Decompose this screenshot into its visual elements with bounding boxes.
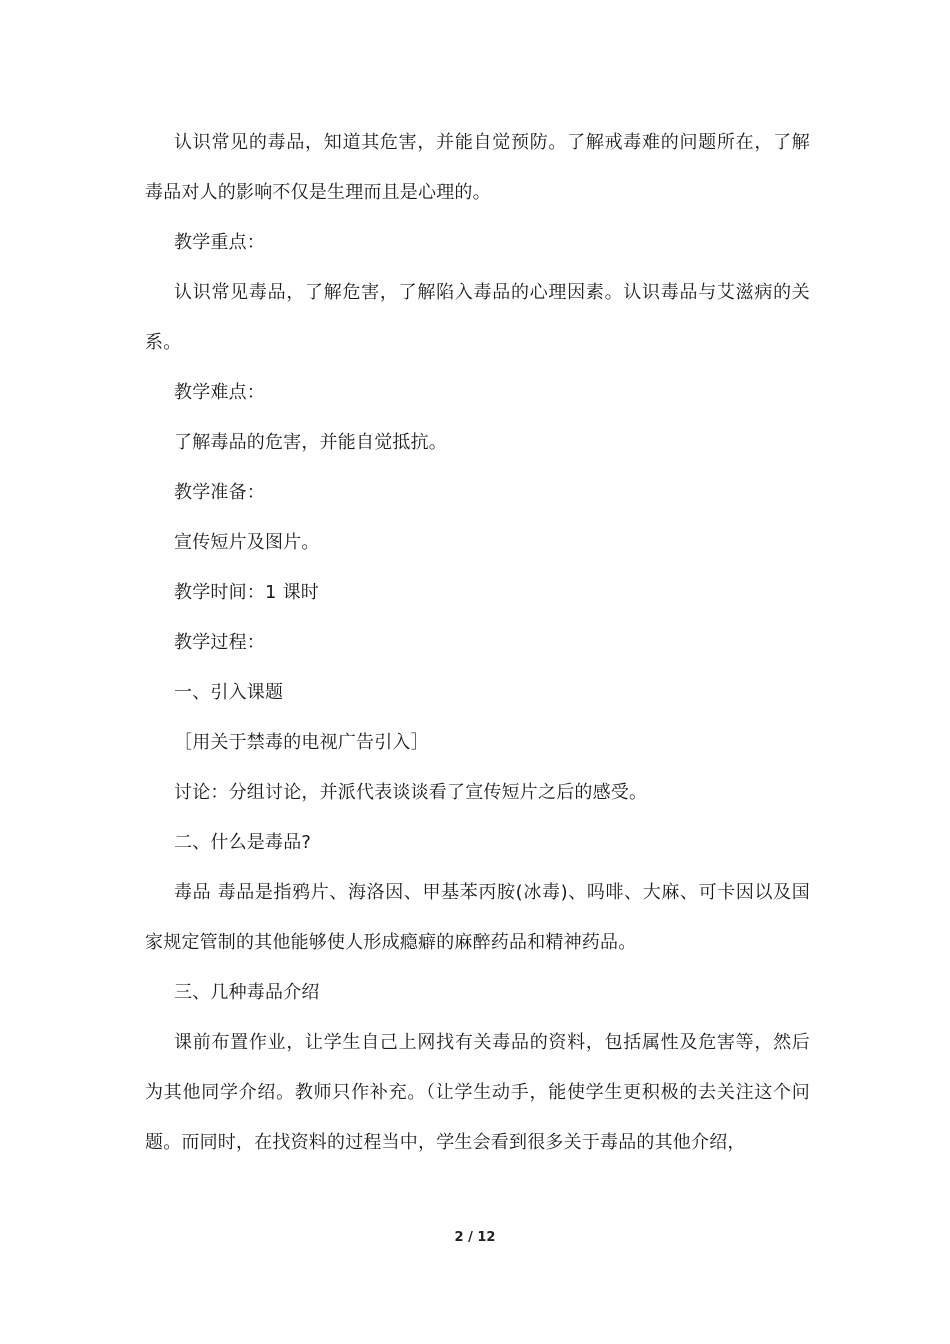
paragraph-homework: 课前布置作业，让学生自己上网找有关毒品的资料，包括属性及危害等，然后为其他同学介绍。教师只作补充。（让学生动手，能使学生更积极的去关注这个问题。而同时，在找资料的过程当中，学生会看到很多关于毒品的其他介绍， [145,1032,810,1153]
section-heading-3: 三、几种毒品介绍 [174,982,320,1003]
paragraph-difficulties: 了解毒品的危害，并能自觉抵抗。 [174,432,447,453]
paragraph-tv-ad: ［用关于禁毒的电视广告引入］ [174,732,429,753]
document-body [145,118,810,1168]
paragraph-drug-definition: 毒品 毒品是指鸦片、海洛因、甲基苯丙胺(冰毒)、吗啡、大麻、可卡因以及国家规定管制的其他能够使人形成瘾癖的麻醉药品和精神药品。 [145,882,810,953]
heading-key-points: 教学重点： [174,232,265,253]
heading-difficulties: 教学难点： [174,382,265,403]
paragraph-preparation: 宣传短片及图片。 [174,532,320,553]
paragraph-objectives: 认识常见的毒品，知道其危害，并能自觉预防。了解戒毒难的问题所在，了解毒品对人的影响不仅是生理而且是心理的。 [145,132,810,203]
paragraph-teaching-time: 教学时间：1 课时 [174,582,319,603]
section-heading-2: 二、什么是毒品? [174,832,312,853]
heading-preparation: 教学准备： [174,482,265,503]
page-indicator: 2 / 12 [454,1230,496,1245]
paragraph-key-points: 认识常见毒品，了解危害，了解陷入毒品的心理因素。认识毒品与艾滋病的关系。 [145,282,810,353]
heading-process: 教学过程： [174,632,265,653]
section-heading-1: 一、引入课题 [174,682,284,703]
paragraph-discussion: 讨论：分组讨论，并派代表谈谈看了宣传短片之后的感受。 [174,782,648,803]
